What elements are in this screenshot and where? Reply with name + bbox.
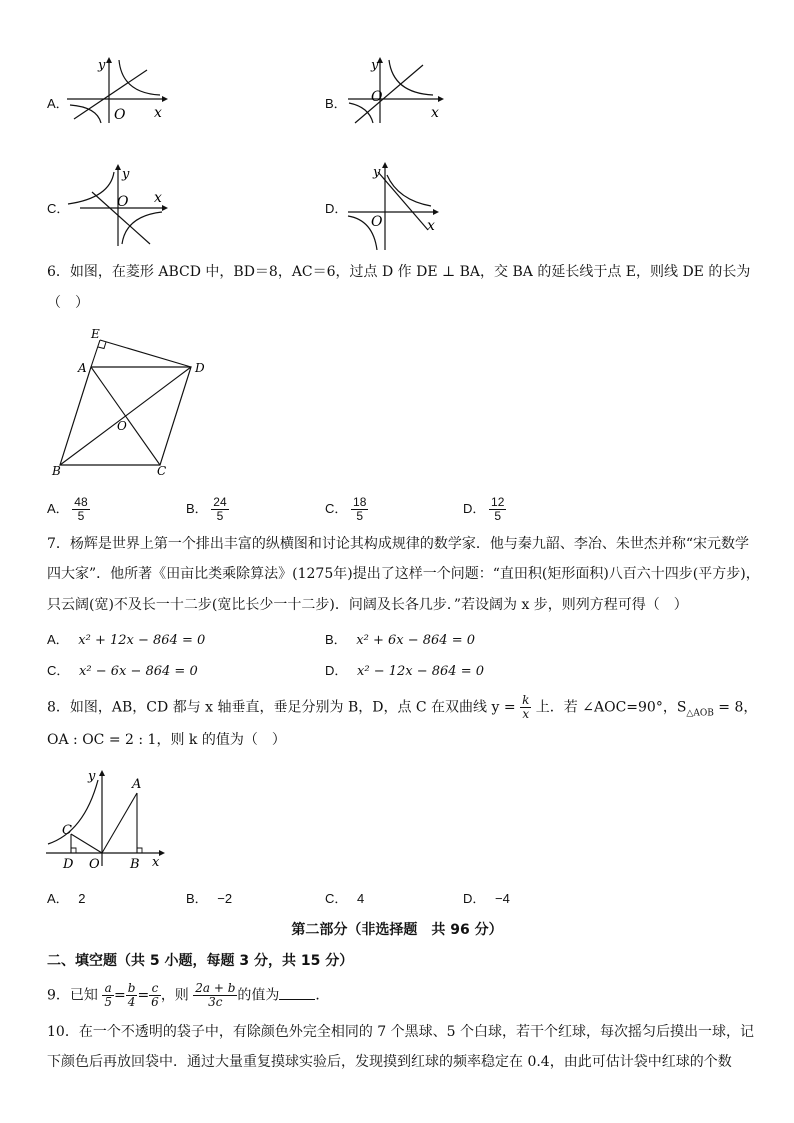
axis-x-label: x [427, 218, 435, 234]
q10-stem-line1: 10．在一个不透明的袋子中，有除颜色外完全相同的 7 个黑球、5 个白球，若干个红球，每次摇匀后摸出一球，记 [47, 1024, 754, 1040]
q8-stem-part-a: 8．如图，AB，CD 都与 x 轴垂直，垂足分别为 B，D，点 C 在双曲线 y = [47, 699, 516, 716]
q5-option-b-label: B． [325, 96, 347, 111]
q6-option-a[interactable] [47, 496, 90, 523]
q8-option-a[interactable] [47, 888, 86, 907]
q5-option-c-label: C． [47, 201, 70, 216]
point-o-label: O [89, 857, 100, 872]
point-c-label: C [62, 823, 72, 838]
fraction-numerator: 24 [213, 495, 227, 509]
fraction-denominator: 5 [494, 509, 502, 523]
q8-option-b[interactable] [186, 888, 232, 907]
axis-y-label: y [373, 165, 381, 180]
fraction-denominator: x [522, 707, 530, 721]
option-text: x² + 6x − 864 = 0 [356, 633, 475, 648]
q8-stem-line1 [47, 694, 757, 721]
q6-option-b[interactable] [186, 496, 229, 523]
axis-y-label: y [88, 769, 96, 784]
q9-mid-text: ，则 [160, 987, 189, 1004]
fraction-denominator: 5 [77, 509, 85, 523]
q8-area-subscript: △AOB [686, 708, 714, 719]
axis-x-label: x [152, 855, 160, 870]
point-b-label: B [52, 464, 61, 477]
option-letter: C． [325, 891, 348, 906]
point-d-label: D [195, 361, 205, 375]
option-letter: D． [463, 891, 486, 906]
option-text: 2 [78, 891, 86, 906]
option-text: 4 [357, 891, 365, 906]
point-a-label: A [78, 361, 87, 375]
q7-option-c[interactable] [47, 660, 198, 679]
point-d-label: D [63, 857, 74, 872]
fraction-numerator: 18 [353, 495, 367, 509]
q6-option-c[interactable] [325, 496, 368, 523]
q6-rhombus-figure [45, 322, 220, 477]
q7-stem-line2: 四大家”．他所著《田亩比类乘除算法》(1275年)提出了这样一个问题：“直田积(矩形面积)八百六十四步(平方步)， [47, 566, 760, 582]
axis-y-label: y [122, 167, 130, 182]
fraction-numerator: k [522, 693, 530, 707]
q8-option-c[interactable] [325, 888, 364, 907]
axis-x-label: x [431, 105, 439, 121]
fraction-numerator: a [102, 982, 114, 996]
q7-stem-line3: 只云阔(宽)不及长一十二步(宽比长少一十二步)．问阔及长各几步．”若设阔为 x 步，则列方程可得（ ） [47, 597, 688, 613]
q7-option-b[interactable] [325, 629, 475, 648]
option-letter: B． [186, 891, 208, 906]
option-text: x² − 6x − 864 = 0 [79, 664, 198, 679]
fraction-denominator: 3c [208, 995, 223, 1009]
fraction-numerator: 48 [74, 495, 88, 509]
part2-title: 第二部分（非选择题 共 96 分） [291, 922, 503, 938]
axis-x-label: x [154, 190, 162, 206]
q6-option-d[interactable] [463, 496, 506, 523]
option-letter: D． [325, 663, 348, 678]
origin-label: O [117, 194, 129, 210]
option-letter: A． [47, 891, 69, 906]
axis-y-label: y [98, 58, 106, 73]
q9-end: ． [315, 987, 330, 1004]
point-a-label: A [132, 777, 142, 792]
fraction-numerator: 2a + b [195, 981, 236, 995]
option-letter: D． [463, 500, 486, 516]
q8-hyperbola-figure [44, 762, 174, 872]
q5-option-a-graph [62, 55, 172, 125]
q7-option-a[interactable] [47, 629, 205, 648]
q6-stem-line1: 6．如图，在菱形 ABCD 中，BD＝8，AC＝6，过点 D 作 DE ⊥ BA，交 BA 的延长线于点 E，则线 DE 的长为 [47, 264, 751, 280]
q8-stem-line2: OA : OC = 2 : 1，则 k 的值为（ ） [47, 732, 286, 748]
fraction-denominator: 5 [216, 509, 224, 523]
section-heading: 二、填空题（共 5 小题，每题 3 分，共 15 分） [47, 953, 354, 969]
origin-label: O [114, 107, 126, 123]
q6-stem-line2: （ ） [47, 295, 89, 311]
q7-stem-line1: 7．杨辉是世界上第一个排出丰富的纵横图和讨论其构成规律的数学家．他与秦九韶、李冶、朱世杰并称“宋元数学 [47, 536, 750, 552]
q9-stem: 9．已知 $\frac{a}{5}$ = $\frac{b}{4}$ = $\frac{c}{6}$ ，则 $\frac{2a + b}{3c}$ 的值为 ． [47, 981, 330, 1009]
origin-label: O [371, 214, 383, 230]
axis-x-label: x [154, 105, 162, 121]
q5-option-d-label: D． [325, 201, 348, 216]
fraction-denominator: 5 [104, 995, 113, 1009]
q8-option-d[interactable] [463, 888, 510, 907]
q5-option-c-graph [62, 162, 172, 247]
answer-blank[interactable] [279, 999, 315, 1000]
option-text: −4 [495, 891, 510, 906]
q5-option-b-graph [343, 55, 453, 125]
option-letter: C． [47, 663, 70, 678]
option-text: −2 [217, 891, 233, 906]
q8-stem-part-b: 上．若 ∠AOC=90°，S [535, 699, 687, 716]
option-letter: C． [325, 500, 348, 516]
point-e-label: E [91, 327, 100, 341]
q10-stem-line2: 下颜色后再放回袋中．通过大量重复摸球实验后，发现摸到红球的频率稳定在 0.4，由此可估计袋中红球的个数 [47, 1054, 732, 1070]
fraction-denominator: 6 [151, 995, 159, 1009]
option-letter: A． [47, 500, 69, 516]
option-letter: B． [325, 632, 347, 647]
point-c-label: C [157, 464, 167, 477]
option-text: x² + 12x − 864 = 0 [78, 633, 206, 648]
q9-prefix: 9．已知 [47, 987, 98, 1004]
origin-label: O [371, 89, 383, 105]
option-letter: B． [186, 500, 208, 516]
fraction-numerator: 12 [491, 495, 505, 509]
fraction-denominator: 5 [356, 509, 364, 523]
fraction-numerator: c [149, 982, 161, 996]
q7-option-d[interactable] [325, 660, 484, 679]
axis-y-label: y [371, 58, 379, 73]
q5-option-a-label: A． [47, 96, 69, 111]
fraction-denominator: 4 [127, 995, 136, 1009]
q9-suffix: 的值为 [237, 987, 280, 1004]
q5-option-d-graph [343, 160, 453, 250]
option-text: x² − 12x − 864 = 0 [357, 664, 484, 679]
fraction-numerator: b [127, 981, 136, 995]
option-letter: A． [47, 632, 69, 647]
point-o-label: O [117, 419, 127, 433]
q8-stem-part-c: = 8， [713, 699, 758, 716]
point-b-label: B [130, 857, 140, 872]
